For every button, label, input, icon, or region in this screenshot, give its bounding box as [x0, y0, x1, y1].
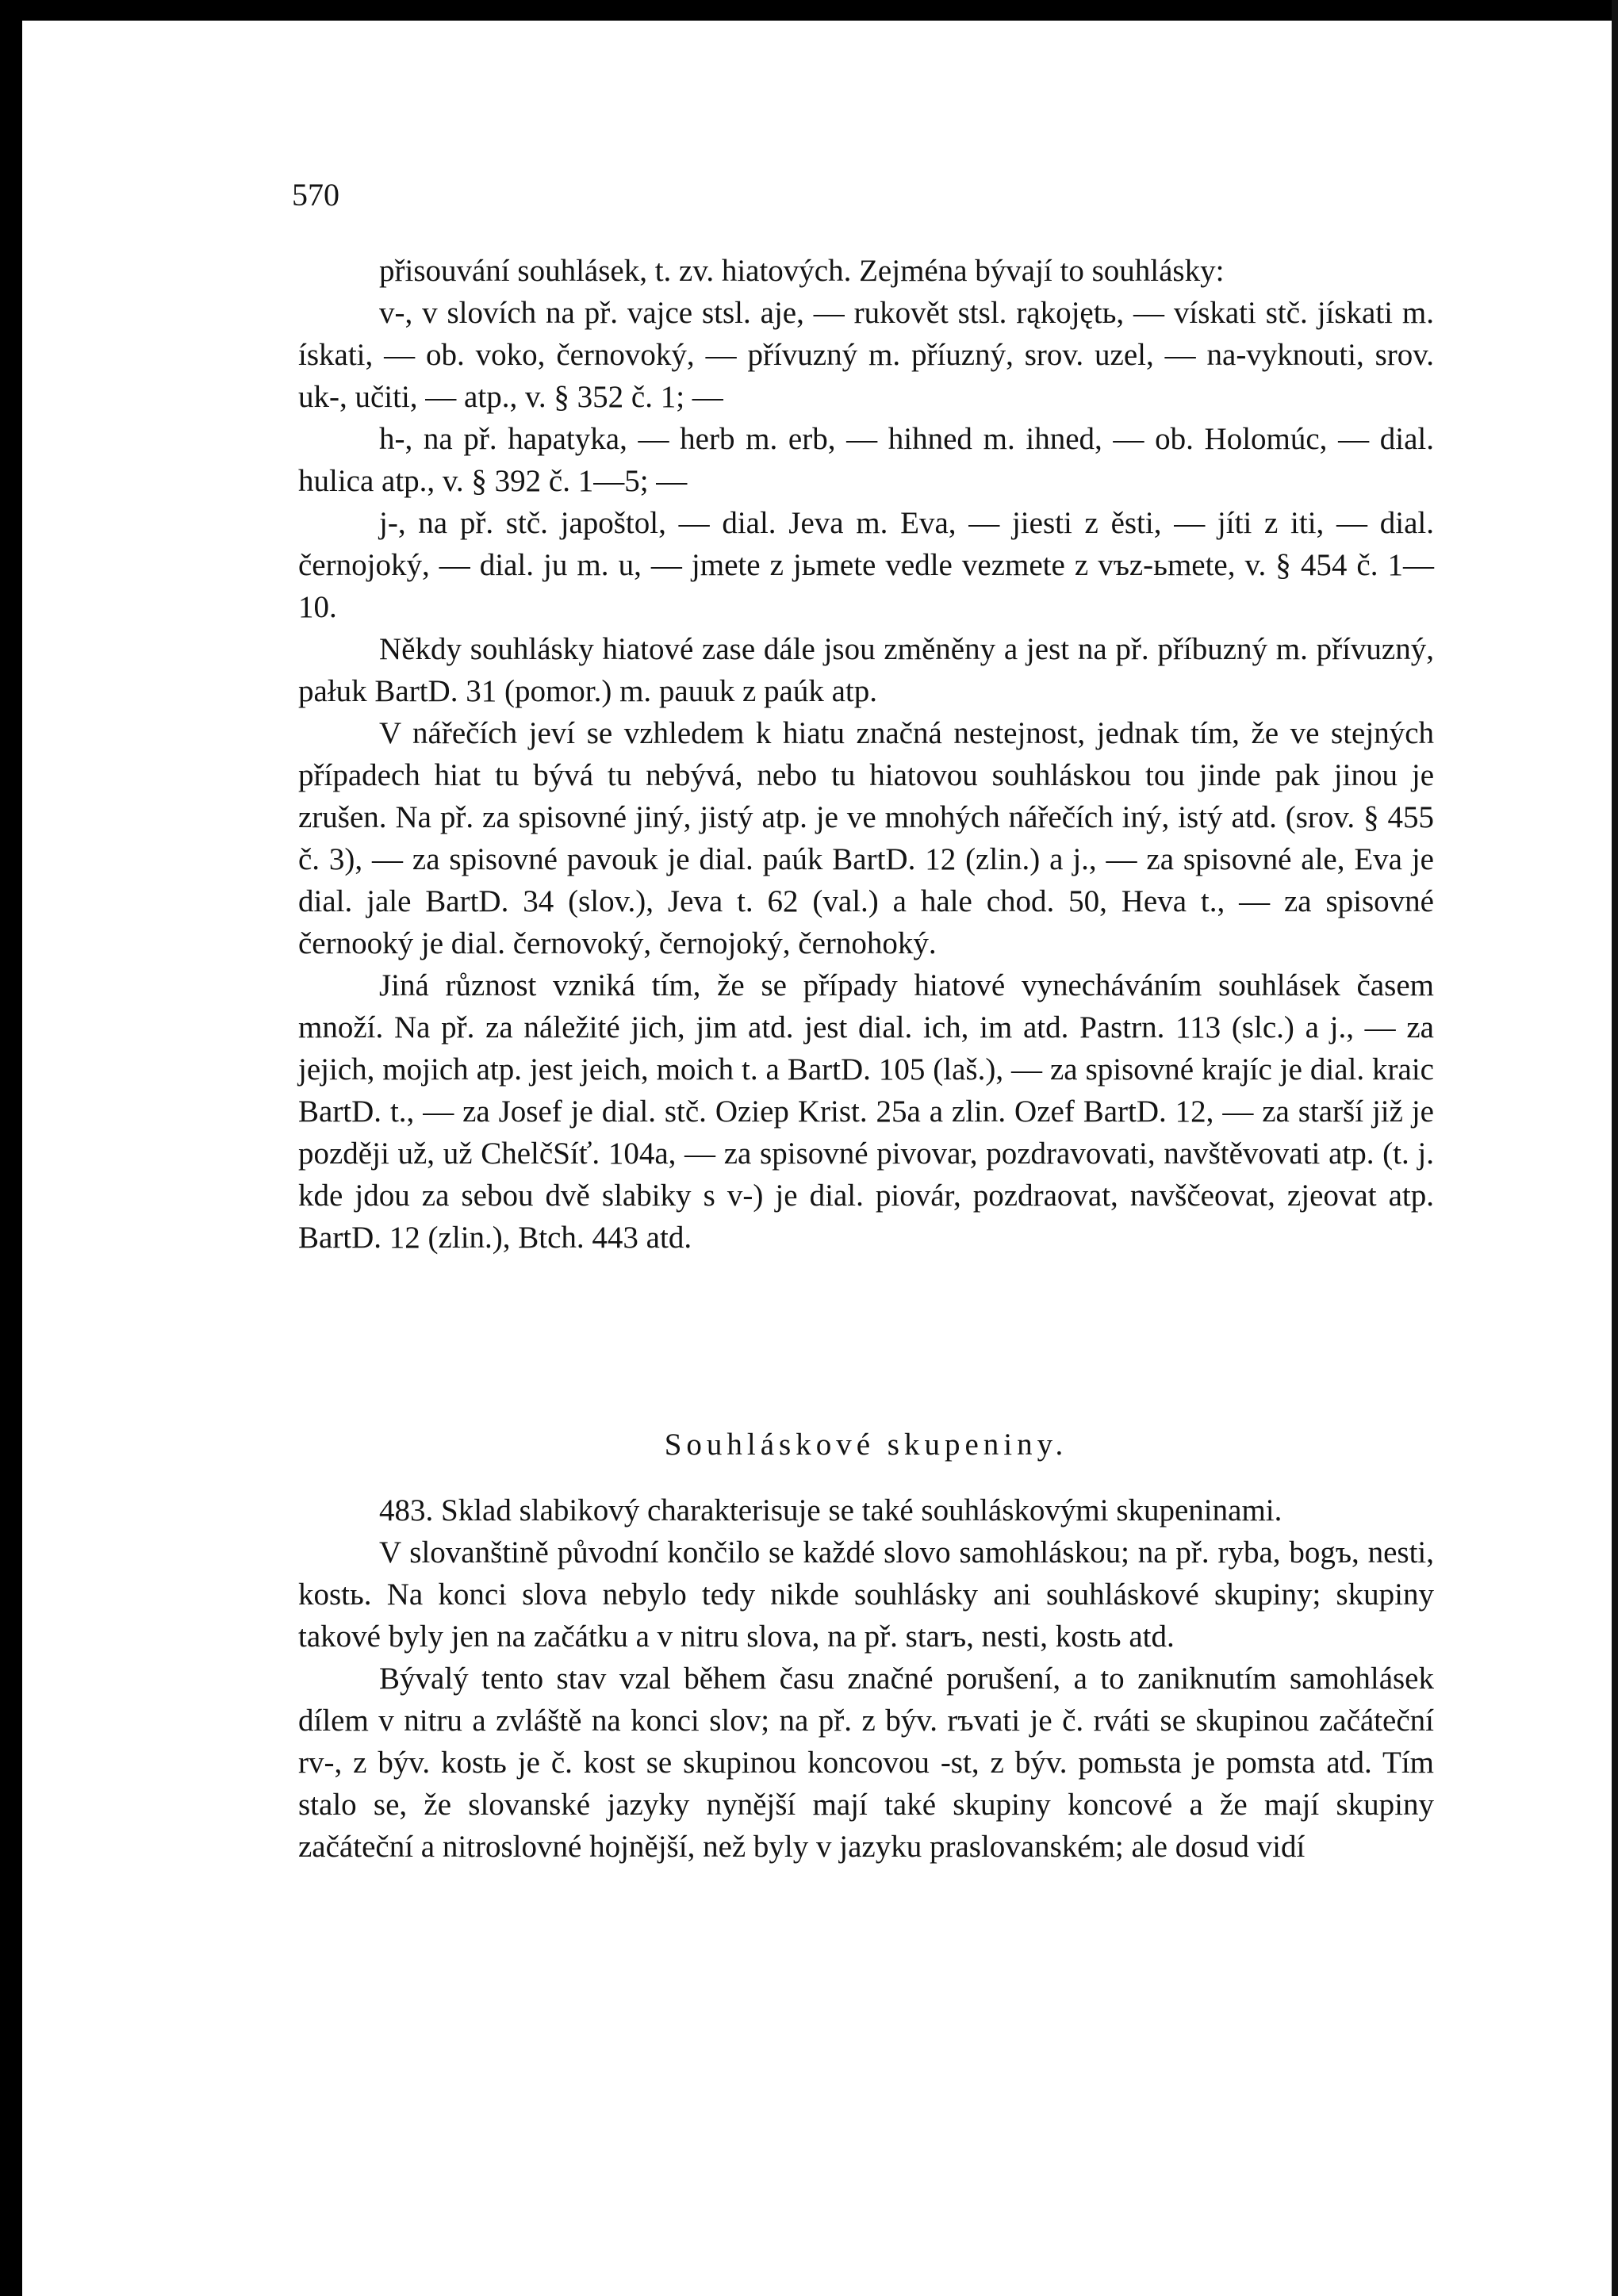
body-text-top — [298, 250, 1434, 1259]
paragraph: V slovanštině původní končilo se každé slovo samohláskou; na př. ryba, bogъ, nesti, kostь. Na konci slova nebylo tedy nikde souhlásky ani souhláskové skupiny; skupiny takové byly jen na začátku a v nitru slova, na př. starъ, nesti, kostь atd. — [298, 1535, 1434, 1654]
paragraph: 483. Sklad slabikový charakterisuje se také souhláskovými skupeninami. — [379, 1493, 1283, 1527]
body-text-bottom — [298, 1489, 1434, 1868]
paragraph: přisouvání souhlásek, t. zv. hiatových. Zejména bývají to souhlásky: — [379, 254, 1225, 288]
paragraph: Někdy souhlásky hiatové zase dále jsou změněny a jest na př. příbuzný m. přívuzný, pałuk BartD. 31 (pomor.) m. pauuk z paúk atp. — [298, 632, 1434, 708]
paragraph: Bývalý tento stav vzal během času značné porušení, a to zaniknutím samohlásek dílem v nitru a zvláště na konci slov; na př. z býv. rъvati je č. rváti se skupinou začáteční rv-, z býv. kostь je č. kost se skupinou koncovou -st, z býv. pomьsta je pomsta atd. Tím stalo se, že slovanské jazyky nynější mají také skupiny koncové a že mají skupiny začáteční a nitroslovné hojnější, než byly v jazyku praslovanském; ale dosud vidí — [298, 1662, 1434, 1864]
paragraph: v-, v slovích na př. vajce stsl. aje, — rukovět stsl. rąkojętь, — vískati stč. jískati m. ískati, — ob. voko, černovoký, — přívuzný m. příuzný, srov. uzel, — na-vyknouti, srov. uk-, učiti, — atp., v. § 352 č. 1; — — [298, 296, 1434, 414]
paragraph: j-, na př. stč. japoštol, — dial. Jeva m. Eva, — jiesti z ěsti, — jíti z iti, — dial. černojoký, — dial. ju m. u, — jmete z jьmete vedle vezmete z vъz-ьmete, v. § 454 č. 1—10. — [298, 506, 1434, 624]
scan-border-top — [0, 0, 1618, 21]
section-heading: Souhláskové skupeniny. — [664, 1428, 1068, 1462]
page-number: 570 — [292, 177, 339, 213]
paragraph: Jiná různost vzniká tím, že se případy hiatové vynecháváním souhlásek časem množí. Na př. za náležité jich, jim atd. jest dial. ich, im atd. Pastrn. 113 (slc.) a j., — za jejich, mojich atp. jest jeich, moich t. a BartD. 105 (laš.), — za spisovné krajíc je dial. kraic BartD. t., — za Josef je dial. stč. Oziep Krist. 25a a zlin. Ozef BartD. 12, — za starší již je později už, už ChelčSíť. 104a, — za spisovné pivovar, pozdravovati, navštěvovati atp. (t. j. kde jdou za sebou dvě slabiky s v-) je dial. piovár, pozdraovat, navščeovat, zjeovat atp. BartD. 12 (zlin.), Btch. 443 atd. — [298, 968, 1434, 1255]
paragraph: h-, na př. hapatyka, — herb m. erb, — hihned m. ihned, — ob. Holomúc, — dial. hulica atp., v. § 392 č. 1—5; — — [298, 422, 1434, 498]
paragraph: V nářečích jeví se vzhledem k hiatu značná nestejnost, jednak tím, že ve stejných případech hiat tu bývá tu nebývá, nebo tu hiatovou souhláskou tou jinde pak jinou je zrušen. Na př. za spisovné jiný, jistý atp. je ve mnohých nářečích iný, istý atd. (srov. § 455 č. 3), — za spisovné pavouk je dial. paúk BartD. 12 (zlin.) a j., — za spisovné ale, Eva je dial. jale BartD. 34 (slov.), Jeva t. 62 (val.) a hale chod. 50, Heva t., — za spisovné černooký je dial. černovoký, černojoký, černohoký. — [298, 716, 1434, 960]
scan-border-left — [0, 0, 22, 2296]
scan-border-right — [1612, 0, 1618, 2296]
